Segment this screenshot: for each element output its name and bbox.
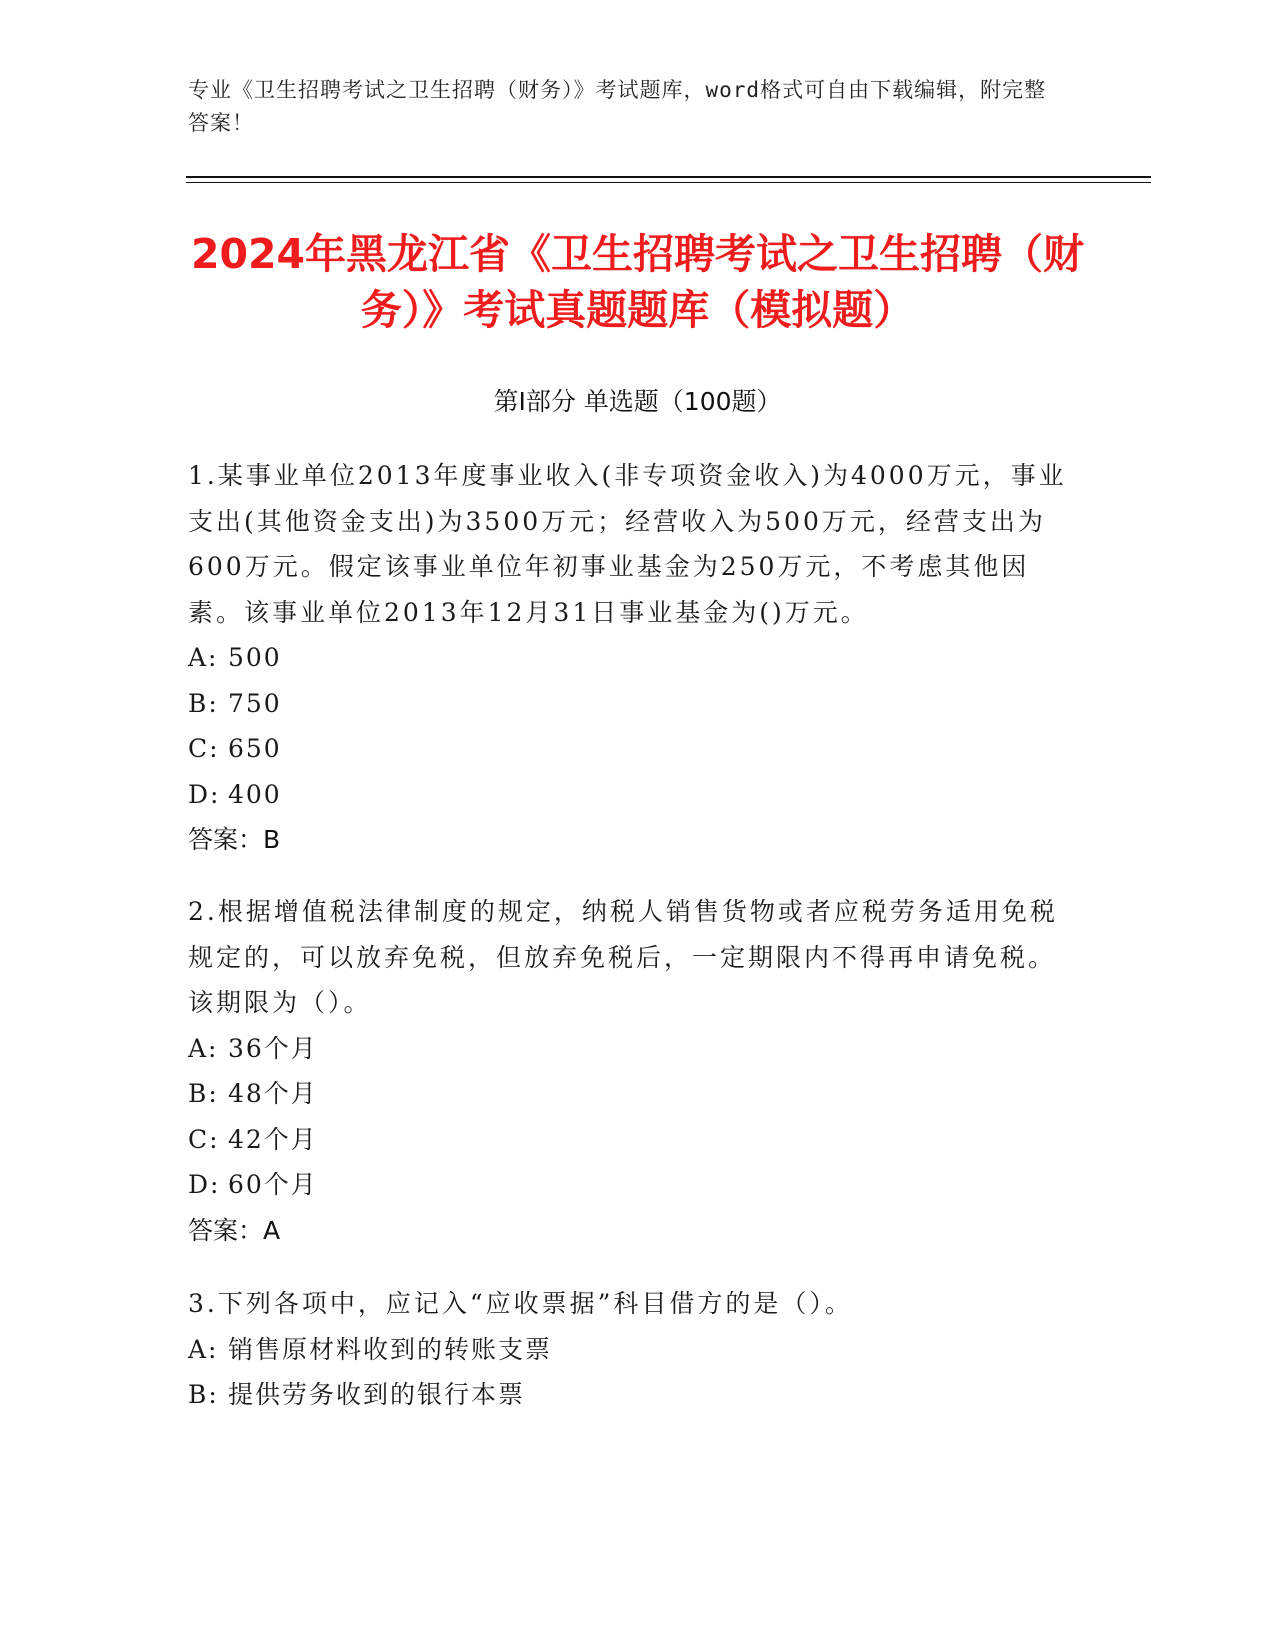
option-text: 42个月: [228, 1124, 318, 1154]
option-c: [188, 1117, 1068, 1163]
option-d: [188, 1162, 1068, 1208]
question-1: [188, 453, 1068, 863]
document-title: 2024年黑龙江省《卫生招聘考试之卫生招聘（财务）》考试真题题库（模拟题）: [190, 230, 1085, 334]
option-label: A:: [188, 643, 219, 672]
option-label: B:: [188, 1380, 219, 1409]
option-text: 36个月: [228, 1033, 318, 1063]
option-label: A:: [188, 1334, 219, 1364]
option-b: [188, 681, 1068, 727]
section-heading: 第I部分 单选题（100题）: [493, 387, 782, 416]
option-text: 750: [228, 688, 282, 718]
option-d: [188, 772, 1068, 818]
header-note: 专业《卫生招聘考试之卫生招聘（财务）》考试题库，word格式可自由下载编辑，附完整答案！: [188, 78, 1047, 135]
option-text: 400: [228, 779, 282, 809]
option-text: 60个月: [228, 1170, 318, 1199]
option-a: [188, 1327, 1068, 1373]
option-label: C:: [188, 734, 220, 763]
option-b: [188, 1071, 1068, 1117]
option-a: [188, 1026, 1068, 1072]
header-divider-thin: [186, 182, 1151, 183]
option-text: 650: [228, 734, 282, 763]
option-label: D:: [188, 779, 221, 809]
header-divider-thick: [186, 176, 1151, 178]
option-label: C:: [188, 1124, 220, 1154]
option-label: B:: [188, 688, 219, 718]
option-c: [188, 726, 1068, 772]
question-stem: 3.下列各项中，应记入“应收票据”科目借方的是（）。: [188, 1289, 853, 1318]
question-2: [188, 889, 1068, 1253]
answer: 答案：B: [188, 825, 281, 854]
option-label: A:: [188, 1033, 219, 1063]
question-stem: 2.根据增值税法律制度的规定，纳税人销售货物或者应税劳务适用免税规定的，可以放弃免税，但放弃免税后，一定期限内不得再申请免税。该期限为（）。: [188, 897, 1058, 1017]
question-3: [188, 1281, 1068, 1418]
option-text: 提供劳务收到的银行本票: [228, 1380, 526, 1409]
option-label: B:: [188, 1079, 219, 1108]
option-text: 销售原材料收到的转账支票: [228, 1334, 553, 1364]
answer: 答案：A: [188, 1215, 281, 1245]
option-text: 500: [228, 643, 282, 672]
option-text: 48个月: [228, 1079, 318, 1108]
option-label: D:: [188, 1170, 221, 1199]
question-stem: 1.某事业单位2013年度事业收入(非专项资金收入)为4000万元，事业支出(其他资金支出)为3500万元；经营收入为500万元，经营支出为600万元。假定该事业单位年初事业基金为250万元，不考虑其他因素。该事业单位2013年12月31日事业基金为()万元。: [188, 461, 1067, 627]
option-b: [188, 1372, 1068, 1418]
option-a: [188, 635, 1068, 681]
